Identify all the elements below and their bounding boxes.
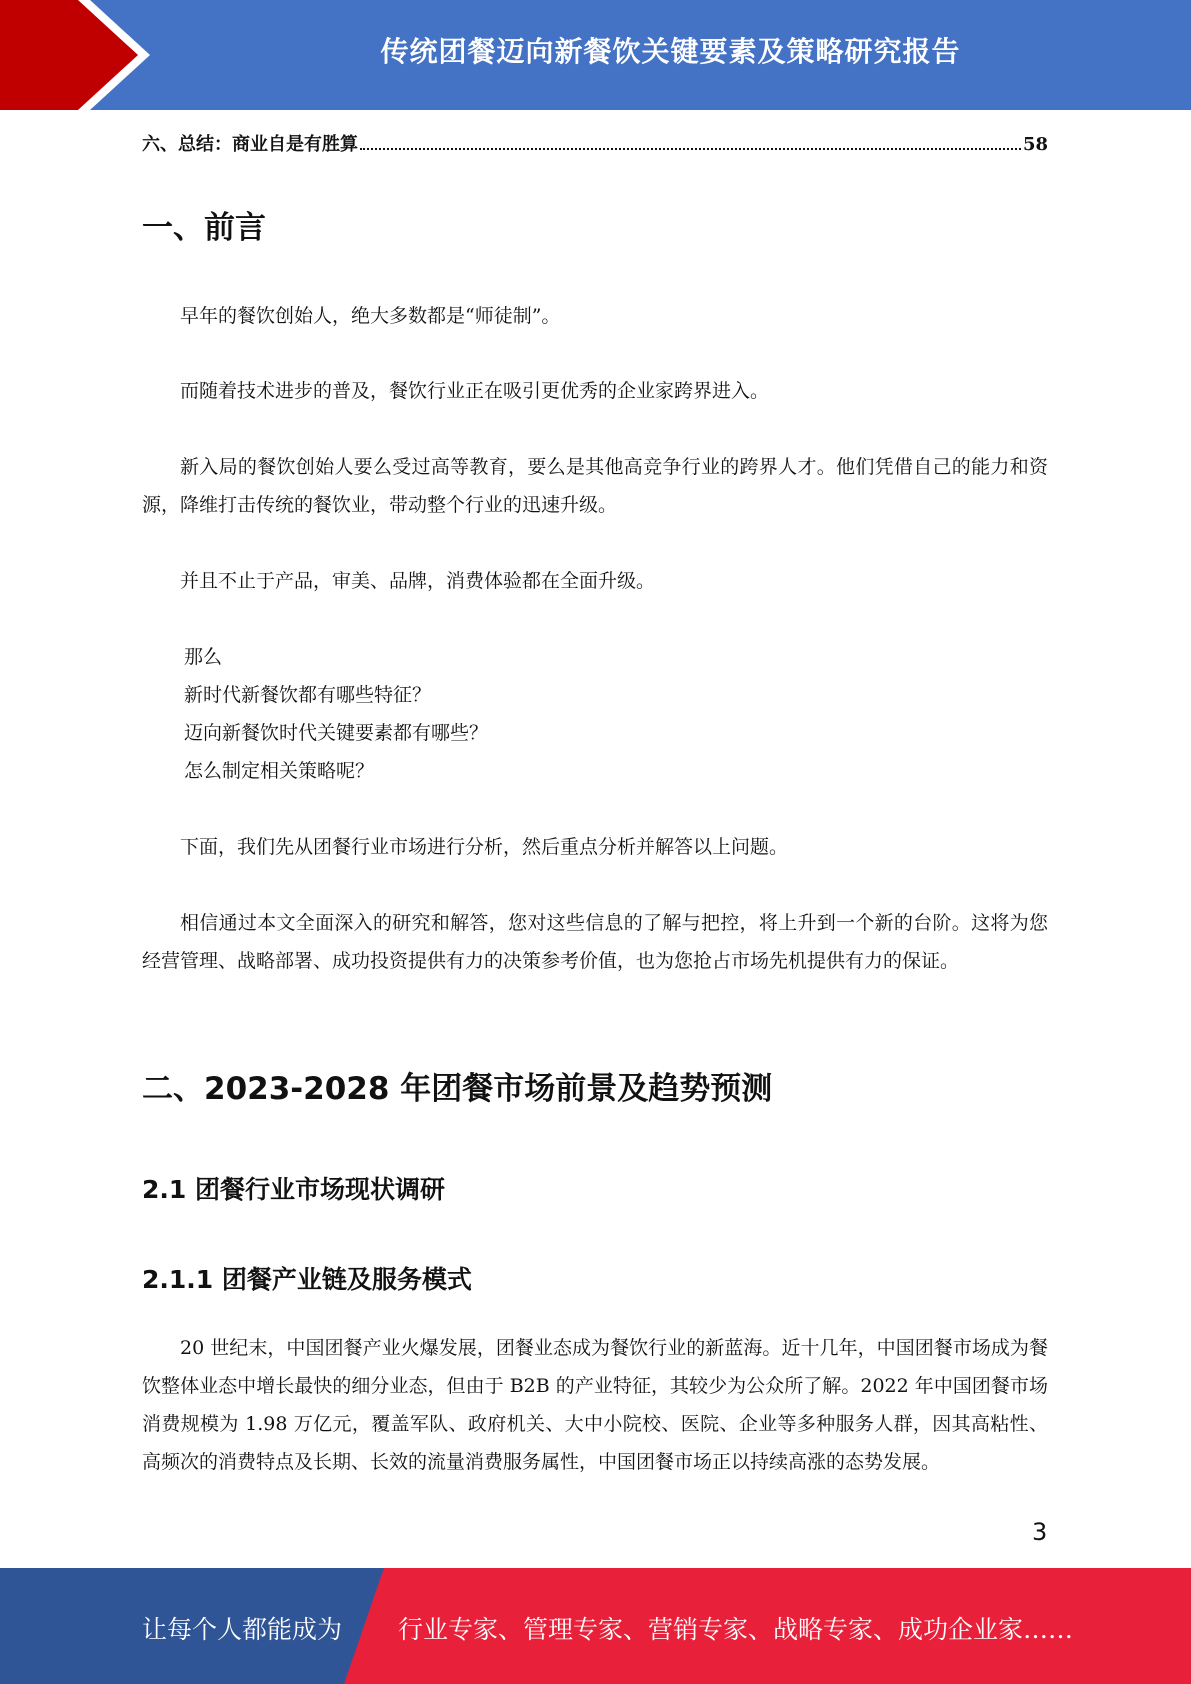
section-heading-market-forecast: 二、2023-2028 年团餐市场前景及趋势预测 <box>142 1071 773 1107</box>
subsection-heading-market-status: 2.1 团餐行业市场现状调研 <box>142 1175 445 1204</box>
preface-paragraph-1: 早年的餐饮创始人，绝大多数都是“师徒制”。 <box>180 305 561 327</box>
preface-paragraph-3: 新入局的餐饮创始人要么受过高等教育，要么是其他高竞争行业的跨界人才。他们凭借自己的能力和资源，降维打击传统的餐饮业，带动整个行业的迅速升级。 <box>142 456 1048 516</box>
toc-entry[interactable] <box>142 130 1048 156</box>
footer-slogan-left: 让每个人都能成为 <box>142 1615 343 1644</box>
toc-entry-label: 六、总结：商业自是有胜算 <box>142 134 358 155</box>
page-footer <box>0 1568 1191 1684</box>
footer-slogan-right: 行业专家、管理专家、营销专家、战略专家、成功企业家…… <box>398 1615 1074 1644</box>
toc-leader-dots <box>360 148 1021 150</box>
toc-entry-page: 58 <box>1022 134 1048 155</box>
question-line: 新时代新餐饮都有哪些特征？ <box>184 684 432 706</box>
preface-paragraph-2: 而随着技术进步的普及，餐饮行业正在吸引更优秀的企业家跨界进入。 <box>180 380 770 402</box>
question-line: 那么 <box>184 646 223 668</box>
page-header <box>0 0 1191 110</box>
question-line: 怎么制定相关策略呢？ <box>184 760 375 782</box>
industry-chain-paragraph: 20 世纪末，中国团餐产业火爆发展，团餐业态成为餐饮行业的新蓝海。近十几年，中国团餐市场成为餐饮整体业态中增长最快的细分业态，但由于 B2B 的产业特征，其较少为公众所了解。2022 年中国团餐市场消费规模为 1.98 万亿元，覆盖军队、政府机关、大中小院校、医院、企业等多种服务人群，因其高粘性、高频次的消费特点及长期、长效的流量消费服务属性，中国团餐市场正以持续高涨的态势发展。 <box>142 1337 1048 1473</box>
page-number: 3 <box>1032 1518 1048 1546</box>
section-heading-preface: 一、前言 <box>142 210 266 246</box>
preface-paragraph-5: 下面，我们先从团餐行业市场进行分析，然后重点分析并解答以上问题。 <box>180 836 789 858</box>
question-line: 迈向新餐饮时代关键要素都有哪些？ <box>184 722 489 744</box>
preface-questions <box>142 638 1048 790</box>
preface-paragraph-4: 并且不止于产品，审美、品牌，消费体验都在全面升级。 <box>180 570 656 592</box>
report-title: 传统团餐迈向新餐饮关键要素及策略研究报告 <box>380 35 961 68</box>
subsection-heading-industry-chain: 2.1.1 团餐产业链及服务模式 <box>142 1265 472 1294</box>
preface-paragraph-6: 相信通过本文全面深入的研究和解答，您对这些信息的了解与把控，将上升到一个新的台阶。这将为您经营管理、战略部署、成功投资提供有力的决策参考价值，也为您抢占市场先机提供有力的保证。 <box>142 912 1048 972</box>
